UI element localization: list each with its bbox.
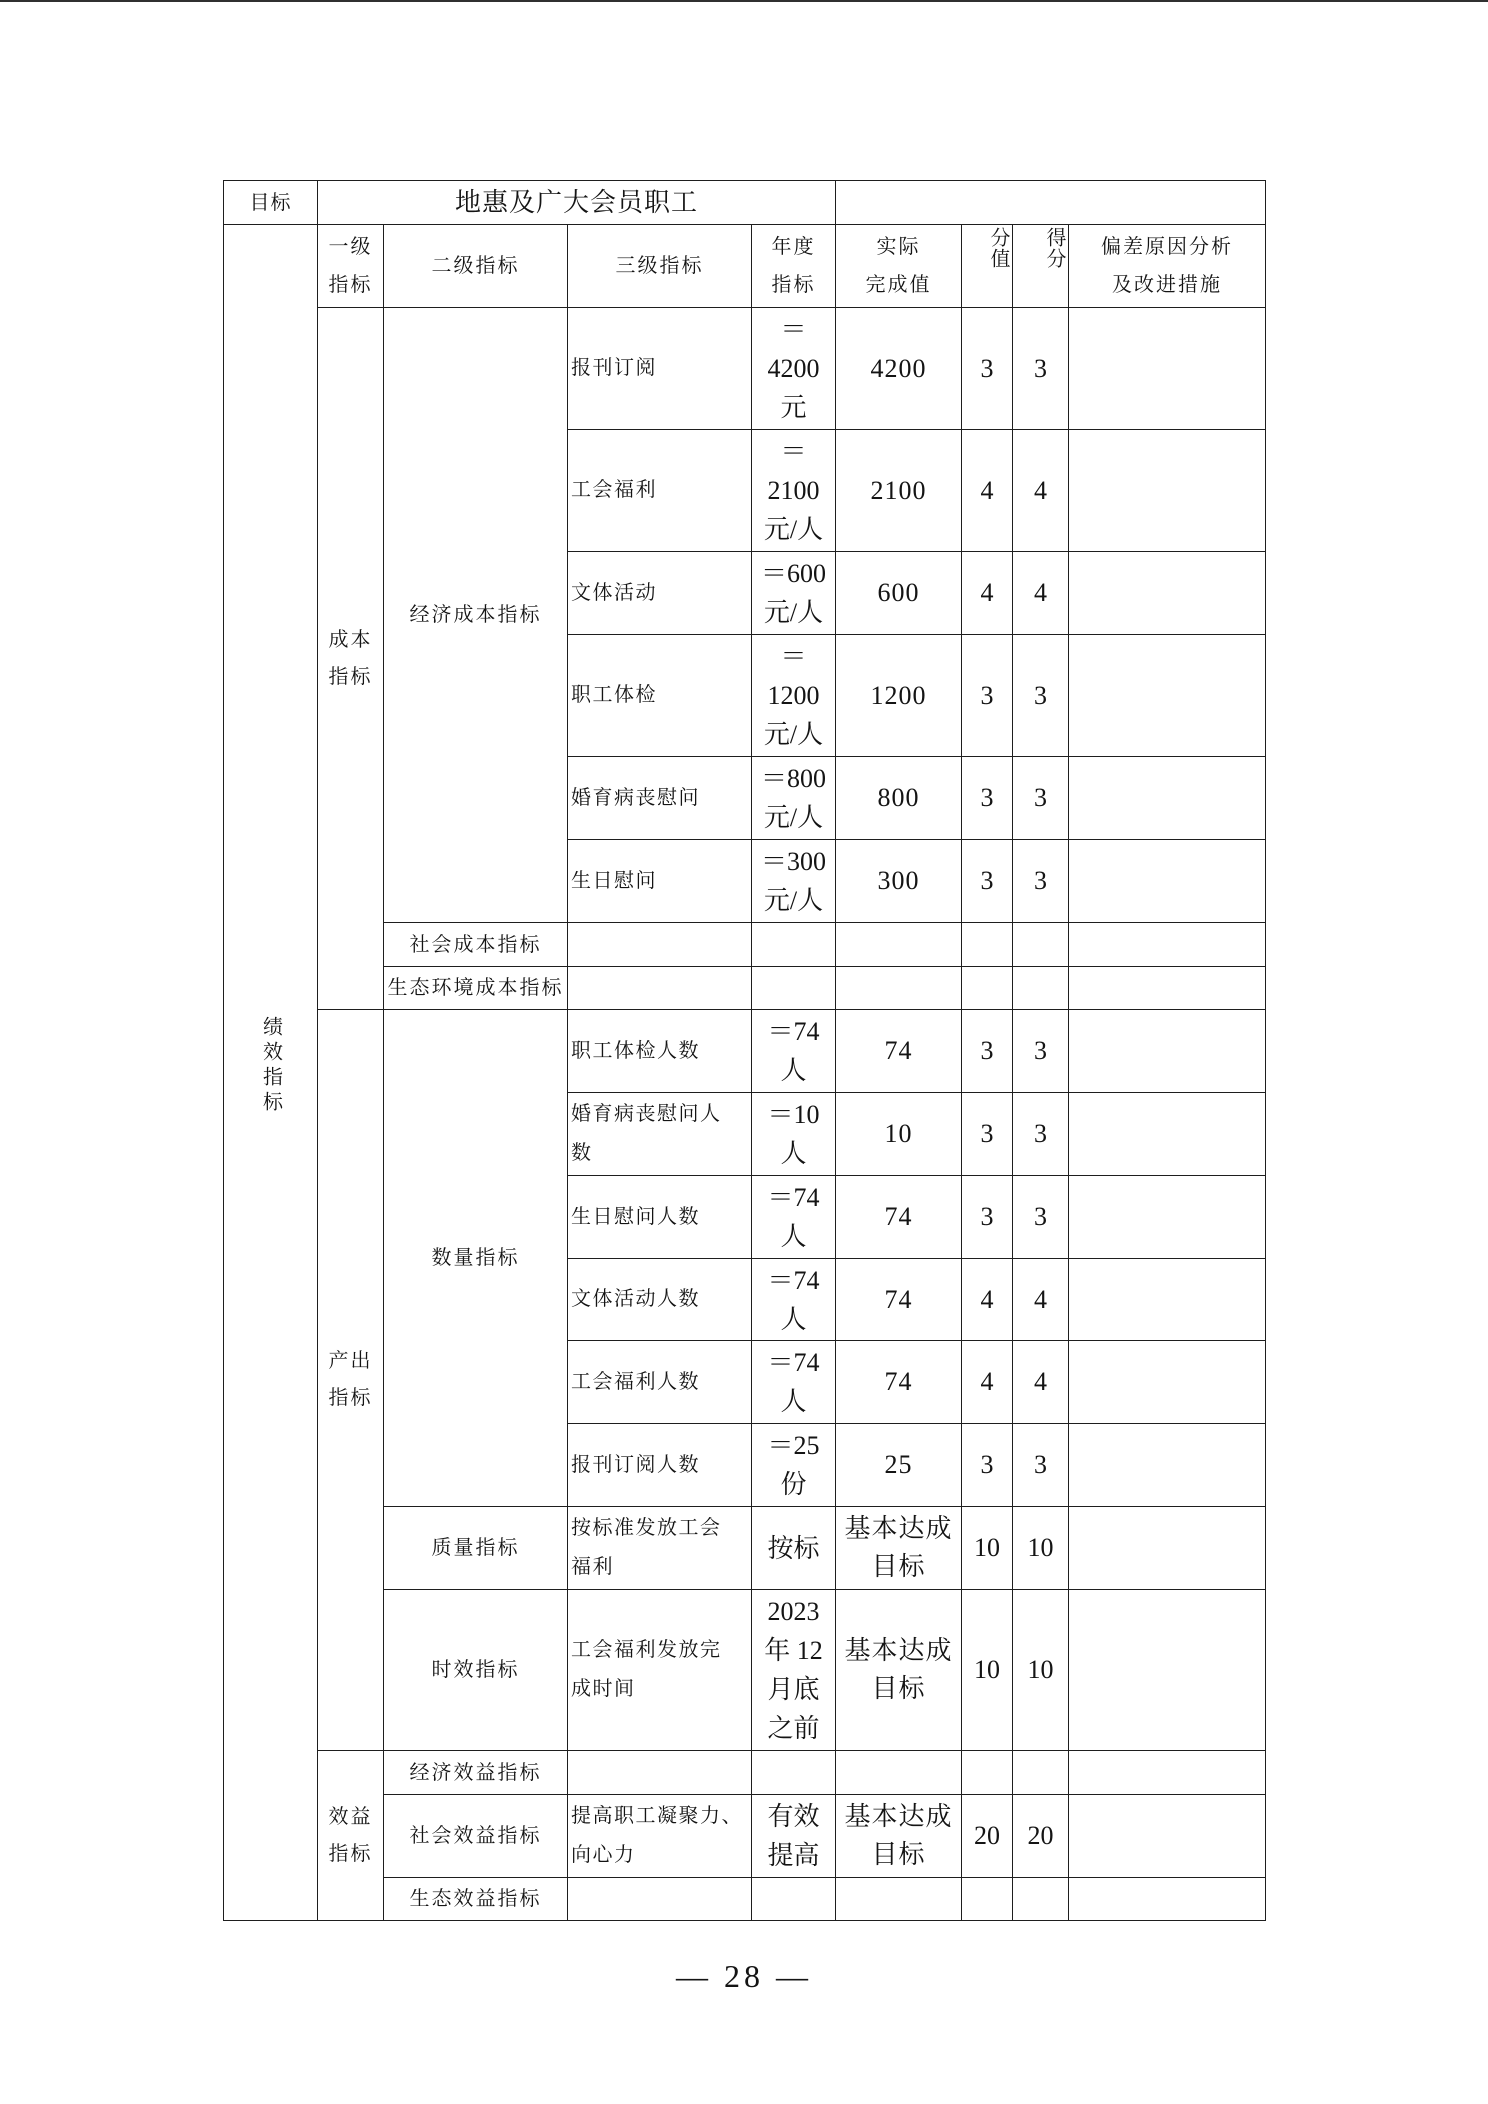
level3-cell: 工会福利人数: [568, 1341, 752, 1424]
level3-cell: 工会福利: [568, 430, 752, 552]
indicator-row: [224, 1751, 1266, 1795]
weight-cell: [962, 967, 1013, 1010]
deviation-cell: [1069, 552, 1266, 635]
indicator-row: [224, 308, 1266, 430]
deviation-cell: [1069, 635, 1266, 757]
header-row: [224, 225, 1266, 308]
level3-cell: 按标准发放工会 福利: [568, 1507, 752, 1590]
annual-target-cell: ＝600 元/人: [752, 552, 836, 635]
level2-economic-cost: 经济成本指标: [384, 308, 568, 923]
deviation-cell: [1069, 757, 1266, 840]
score-cell: 3: [1013, 1093, 1069, 1176]
level3-cell: [568, 923, 752, 967]
page-number: — 28 —: [676, 1958, 812, 1994]
level3-cell: 生日慰问人数: [568, 1176, 752, 1259]
weight-cell: 4: [962, 1341, 1013, 1424]
score-cell: [1013, 1751, 1069, 1795]
score-cell: 4: [1013, 552, 1069, 635]
score-cell: 10: [1013, 1590, 1069, 1751]
actual-value-cell: 300: [836, 840, 962, 923]
annual-target-cell: ＝25 份: [752, 1424, 836, 1507]
score-cell: 20: [1013, 1795, 1069, 1878]
weight-cell: 3: [962, 757, 1013, 840]
indicator-row: [224, 1010, 1266, 1093]
level2-ecological-benefit: 生态效益指标: [384, 1878, 568, 1921]
actual-value-cell: 600: [836, 552, 962, 635]
deviation-cell: [1069, 967, 1266, 1010]
target-row: [224, 181, 1266, 225]
target-label: 目标: [224, 181, 318, 225]
annual-target-cell: ＝74 人: [752, 1010, 836, 1093]
deviation-cell: [1069, 1259, 1266, 1341]
actual-value-cell: [836, 923, 962, 967]
level2-social-cost: 社会成本指标: [384, 923, 568, 967]
level3-cell: 报刊订阅人数: [568, 1424, 752, 1507]
deviation-cell: [1069, 1878, 1266, 1921]
score-cell: 10: [1013, 1507, 1069, 1590]
annual-target-cell: ＝10 人: [752, 1093, 836, 1176]
actual-value-cell: [836, 1751, 962, 1795]
weight-cell: 3: [962, 1010, 1013, 1093]
header-level1: 一级 指标: [318, 225, 384, 308]
score-cell: 3: [1013, 840, 1069, 923]
annual-target-cell: ＝ 1200 元/人: [752, 635, 836, 757]
score-cell: 3: [1013, 757, 1069, 840]
level3-cell: 婚育病丧慰问人 数: [568, 1093, 752, 1176]
actual-value-cell: 10: [836, 1093, 962, 1176]
level3-cell: 文体活动人数: [568, 1259, 752, 1341]
top-edge-line: [0, 0, 1488, 2]
score-cell: 4: [1013, 430, 1069, 552]
score-cell: [1013, 923, 1069, 967]
deviation-cell: [1069, 1341, 1266, 1424]
actual-value-cell: 基本达成 目标: [836, 1507, 962, 1590]
actual-value-cell: 74: [836, 1259, 962, 1341]
level3-cell: 职工体检: [568, 635, 752, 757]
weight-cell: 3: [962, 840, 1013, 923]
weight-cell: [962, 1878, 1013, 1921]
weight-cell: 3: [962, 1176, 1013, 1259]
deviation-cell: [1069, 430, 1266, 552]
weight-cell: 10: [962, 1507, 1013, 1590]
deviation-cell: [1069, 1010, 1266, 1093]
actual-value-cell: 2100: [836, 430, 962, 552]
weight-cell: 4: [962, 552, 1013, 635]
header-deviation: 偏差原因分析 及改进措施: [1069, 225, 1266, 308]
level3-cell: 文体活动: [568, 552, 752, 635]
deviation-cell: [1069, 1590, 1266, 1751]
level3-cell: 婚育病丧慰问: [568, 757, 752, 840]
actual-value-cell: 74: [836, 1010, 962, 1093]
weight-cell: [962, 923, 1013, 967]
level3-cell: 报刊订阅: [568, 308, 752, 430]
performance-table: [223, 180, 1266, 1921]
level3-cell: [568, 1878, 752, 1921]
performance-indicators-label: 绩效指标: [259, 1016, 282, 1116]
annual-target-cell: ＝ 4200 元: [752, 308, 836, 430]
score-cell: 3: [1013, 308, 1069, 430]
weight-cell: 10: [962, 1590, 1013, 1751]
weight-cell: 3: [962, 1424, 1013, 1507]
annual-target-cell: 按标: [752, 1507, 836, 1590]
table-body: [224, 181, 1266, 1921]
deviation-cell: [1069, 1176, 1266, 1259]
level2-eco-env-cost: 生态环境成本指标: [384, 967, 568, 1010]
header-score: 得分: [1043, 227, 1066, 269]
weight-cell: [962, 1751, 1013, 1795]
annual-target-cell: [752, 1751, 836, 1795]
level3-cell: [568, 1751, 752, 1795]
weight-cell: 3: [962, 1093, 1013, 1176]
level2-quality: 质量指标: [384, 1507, 568, 1590]
weight-cell: 20: [962, 1795, 1013, 1878]
level2-quantity: 数量指标: [384, 1010, 568, 1507]
actual-value-cell: 4200: [836, 308, 962, 430]
deviation-cell: [1069, 1507, 1266, 1590]
score-cell: 3: [1013, 1176, 1069, 1259]
level3-cell: 提高职工凝聚力、 向心力: [568, 1795, 752, 1878]
header-weight: 分值: [987, 227, 1010, 269]
score-cell: 3: [1013, 635, 1069, 757]
actual-value-cell: 74: [836, 1341, 962, 1424]
actual-value-cell: [836, 967, 962, 1010]
actual-value-cell: 基本达成 目标: [836, 1590, 962, 1751]
annual-target-cell: 2023 年 12 月底 之前: [752, 1590, 836, 1751]
score-cell: [1013, 1878, 1069, 1921]
level1-benefit: 效益 指标: [318, 1751, 384, 1921]
actual-value-cell: 1200: [836, 635, 962, 757]
actual-value-cell: 基本达成 目标: [836, 1795, 962, 1878]
annual-target-cell: ＝300 元/人: [752, 840, 836, 923]
deviation-cell: [1069, 923, 1266, 967]
score-cell: 4: [1013, 1341, 1069, 1424]
annual-target-cell: 有效 提高: [752, 1795, 836, 1878]
score-cell: [1013, 967, 1069, 1010]
header-actual: 实际 完成值: [836, 225, 962, 308]
weight-cell: 3: [962, 308, 1013, 430]
level3-cell: [568, 967, 752, 1010]
annual-target-cell: [752, 967, 836, 1010]
level1-output: 产出 指标: [318, 1010, 384, 1751]
level3-cell: 生日慰问: [568, 840, 752, 923]
level2-social-benefit: 社会效益指标: [384, 1795, 568, 1878]
annual-target-cell: ＝800 元/人: [752, 757, 836, 840]
actual-value-cell: 800: [836, 757, 962, 840]
annual-target-cell: [752, 923, 836, 967]
deviation-cell: [1069, 1795, 1266, 1878]
weight-cell: 4: [962, 1259, 1013, 1341]
weight-cell: 4: [962, 430, 1013, 552]
deviation-cell: [1069, 1751, 1266, 1795]
level2-timeliness: 时效指标: [384, 1590, 568, 1751]
level3-cell: 工会福利发放完 成时间: [568, 1590, 752, 1751]
annual-target-cell: ＝ 2100 元/人: [752, 430, 836, 552]
header-level2: 二级指标: [384, 225, 568, 308]
actual-value-cell: 74: [836, 1176, 962, 1259]
deviation-cell: [1069, 308, 1266, 430]
header-level3: 三级指标: [568, 225, 752, 308]
annual-target-cell: ＝74 人: [752, 1341, 836, 1424]
level2-economic-benefit: 经济效益指标: [384, 1751, 568, 1795]
level1-cost: 成本 指标: [318, 308, 384, 1010]
level3-cell: 职工体检人数: [568, 1010, 752, 1093]
annual-target-cell: [752, 1878, 836, 1921]
target-empty-cell: [836, 181, 1266, 225]
annual-target-cell: ＝74 人: [752, 1259, 836, 1341]
deviation-cell: [1069, 1424, 1266, 1507]
weight-cell: 3: [962, 635, 1013, 757]
header-annual: 年度 指标: [752, 225, 836, 308]
actual-value-cell: 25: [836, 1424, 962, 1507]
score-cell: 3: [1013, 1424, 1069, 1507]
target-text: 地惠及广大会员职工: [318, 181, 836, 225]
deviation-cell: [1069, 840, 1266, 923]
performance-indicators-cell: [224, 225, 318, 1921]
deviation-cell: [1069, 1093, 1266, 1176]
header-weight-cell: [962, 225, 1013, 308]
score-cell: 3: [1013, 1010, 1069, 1093]
score-cell: 4: [1013, 1259, 1069, 1341]
header-score-cell: [1013, 225, 1069, 308]
actual-value-cell: [836, 1878, 962, 1921]
annual-target-cell: ＝74 人: [752, 1176, 836, 1259]
